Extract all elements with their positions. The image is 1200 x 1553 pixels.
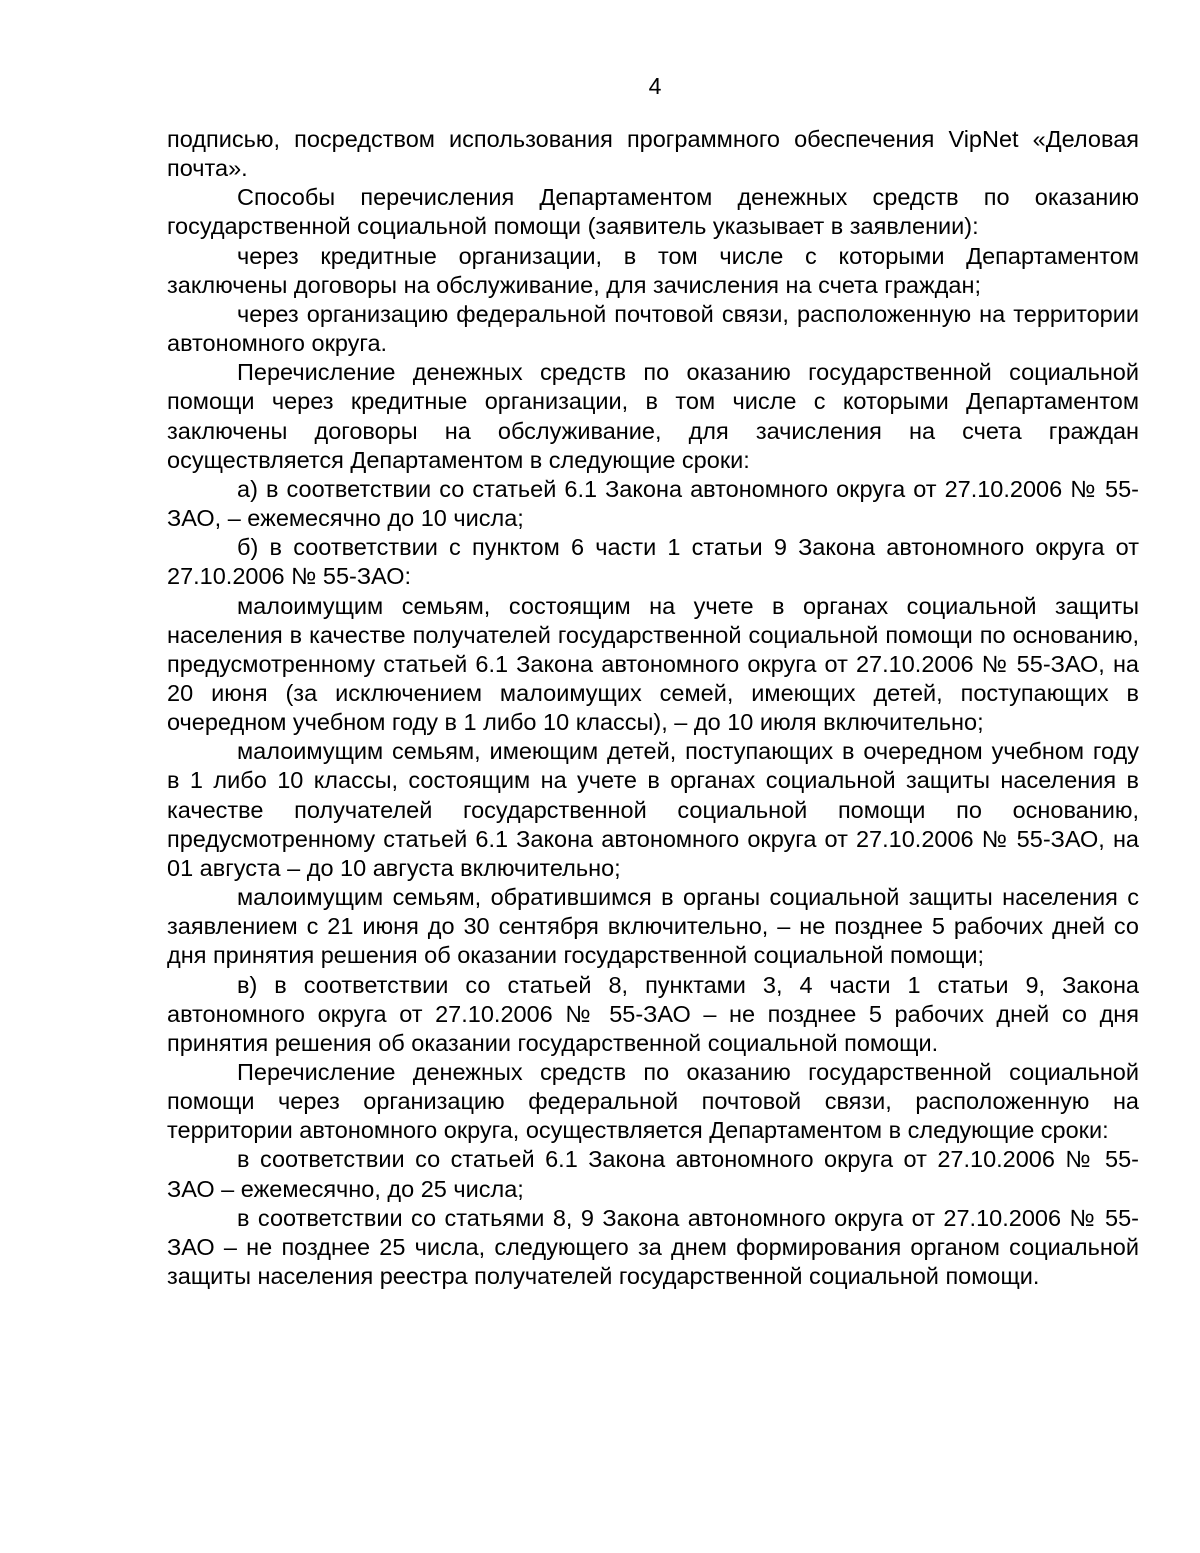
paragraph: а) в соответствии со статьей 6.1 Закона автономного округа от 27.10.2006 № 55-ЗАО, – ежемесячно до 10 числа; [167, 475, 1139, 532]
paragraph: через кредитные организации, в том числе с которыми Департаментом заключены договоры на обслуживание, для зачисления на счета граждан; [167, 242, 1139, 298]
paragraph: через организацию федеральной почтовой связи, расположенную на территории автономного округа. [167, 300, 1139, 357]
paragraph: в) в соответствии со статьей 8, пунктами 3, 4 части 1 статьи 9, Закона автономного округа от 27.10.2006 № 55-ЗАО – не позднее 5 рабочих дней со дня принятия решения об оказании государственной социальной помощи. [167, 971, 1139, 1056]
paragraph: в соответствии со статьями 8, 9 Закона автономного округа от 27.10.2006 № 55-ЗАО – не позднее 25 числа, следующего за днем формирования органом социальной защиты населения реестра получателей государственной социальной помощи. [167, 1204, 1139, 1290]
paragraph: малоимущим семьям, имеющим детей, поступающих в очередном учебном году в 1 либо 10 классы, состоящим на учете в органах социальной защиты населения в качестве получателей государственной социальной помощи по основанию, предусмотренному статьей 6.1 Закона автономного округа от 27.10.2006 № 55-ЗАО, на 01 августа – до 10 августа включительно; [167, 738, 1139, 881]
page-number: 4 [648, 73, 662, 99]
paragraph: Перечисление денежных средств по оказанию государственной социальной помощи через кредитные организации, в том числе с которыми Департаментом заключены договоры на обслуживание, для зачисления на счета граждан осуществляется Департаментом в следующие сроки: [167, 359, 1139, 473]
paragraph: подписью, посредством использования программного обеспечения VipNet «Деловая почта». [167, 126, 1139, 182]
document-body [167, 125, 1139, 1291]
paragraph: в соответствии со статьей 6.1 Закона автономного округа от 27.10.2006 № 55-ЗАО – ежемесячно, до 25 числа; [167, 1146, 1139, 1202]
paragraph: Способы перечисления Департаментом денежных средств по оказанию государственной социальной помощи (заявитель указывает в заявлении): [167, 184, 1139, 240]
paragraph: малоимущим семьям, состоящим на учете в органах социальной защиты населения в качестве получателей государственной социальной помощи по основанию, предусмотренному статьей 6.1 Закона автономного округа от 27.10.2006 № 55-ЗАО, на 20 июня (за исключением малоимущих семей, имеющих детей, поступающих в очередном учебном году в 1 либо 10 классы), – до 10 июля включительно; [167, 592, 1139, 736]
paragraph: малоимущим семьям, обратившимся в органы социальной защиты населения с заявлением с 21 июня до 30 сентября включительно, – не позднее 5 рабочих дней со дня принятия решения об оказании государственной социальной помощи; [167, 884, 1139, 969]
paragraph: Перечисление денежных средств по оказанию государственной социальной помощи через организацию федеральной почтовой связи, расположенную на территории автономного округа, осуществляется Департаментом в следующие сроки: [167, 1059, 1139, 1144]
paragraph: б) в соответствии с пунктом 6 части 1 статьи 9 Закона автономного округа от 27.10.2006 № 55-ЗАО: [167, 534, 1139, 590]
